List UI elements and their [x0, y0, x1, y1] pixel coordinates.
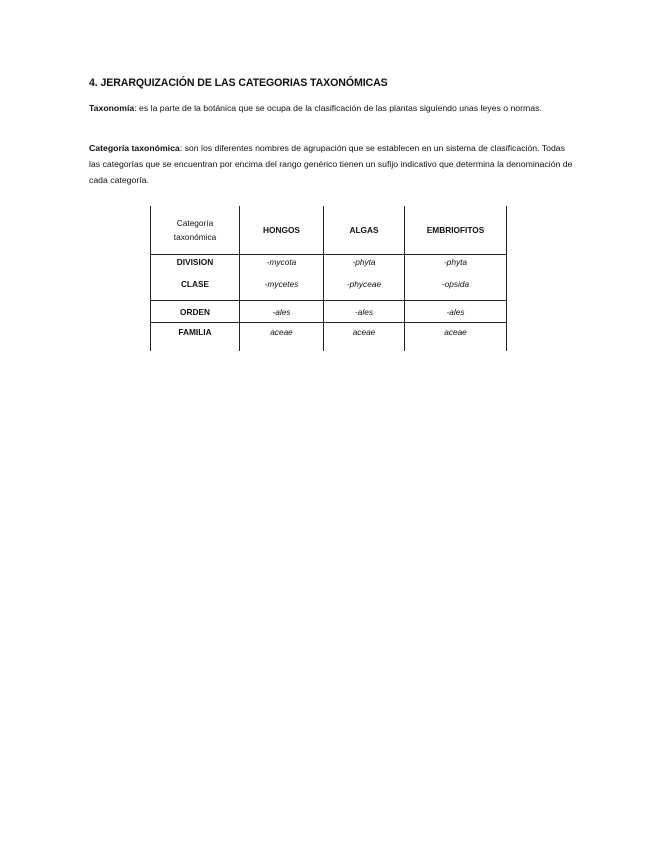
suffix-cell-embriofitos: -opsida — [405, 279, 507, 301]
rank-cell: DIVISION — [151, 255, 240, 280]
table-row — [151, 301, 507, 323]
definition-term: Taxonomía — [89, 103, 135, 113]
header-algas: ALGAS — [324, 206, 405, 255]
rank-cell: CLASE — [151, 279, 240, 301]
suffix-cell-hongos: -ales — [240, 301, 324, 323]
suffix-cell-algas: -ales — [324, 301, 405, 323]
definition-taxonomia — [89, 100, 574, 116]
definition-text: : es la parte de la botánica que se ocupa de la clasificación de las plantas siguiendo unas leyes o normas. — [134, 103, 542, 113]
rank-cell: FAMILIA — [151, 323, 240, 352]
suffix-cell-algas: -phyceae — [324, 279, 405, 301]
suffix-cell-hongos: -mycetes — [240, 279, 324, 301]
definition-text: : son los diferentes nombres de agrupación que se establecen en un sistema de clasificación. Todas las categorías que se encuentran por encima del rango genérico tienen un sufijo indicativo que determina la denominación de cada categoría. — [89, 143, 573, 185]
table-row — [151, 279, 507, 301]
suffix-cell-hongos: aceae — [240, 323, 324, 352]
table-row — [151, 323, 507, 352]
section-heading: 4. JERARQUIZACIÓN DE LAS CATEGORIAS TAXONÓMICAS — [89, 77, 388, 89]
suffix-cell-embriofitos: -phyta — [405, 255, 507, 280]
suffix-cell-algas: -phyta — [324, 255, 405, 280]
table-row — [151, 255, 507, 280]
table-header-row — [151, 206, 507, 255]
rank-cell: ORDEN — [151, 301, 240, 323]
suffix-cell-algas: aceae — [324, 323, 405, 352]
header-category-line1: Categoría — [176, 218, 214, 228]
suffix-cell-embriofitos: aceae — [405, 323, 507, 352]
definition-categoria-taxonomica — [89, 140, 574, 188]
suffix-cell-embriofitos: -ales — [405, 301, 507, 323]
header-category — [151, 206, 240, 255]
header-category-line2: taxonómica — [173, 232, 217, 242]
header-hongos: HONGOS — [240, 206, 324, 255]
suffix-cell-hongos: -mycota — [240, 255, 324, 280]
header-embriofitos: EMBRIOFITOS — [405, 206, 507, 255]
definition-term: Categoría taxonómica — [89, 143, 180, 153]
taxonomic-suffix-table — [150, 206, 507, 351]
